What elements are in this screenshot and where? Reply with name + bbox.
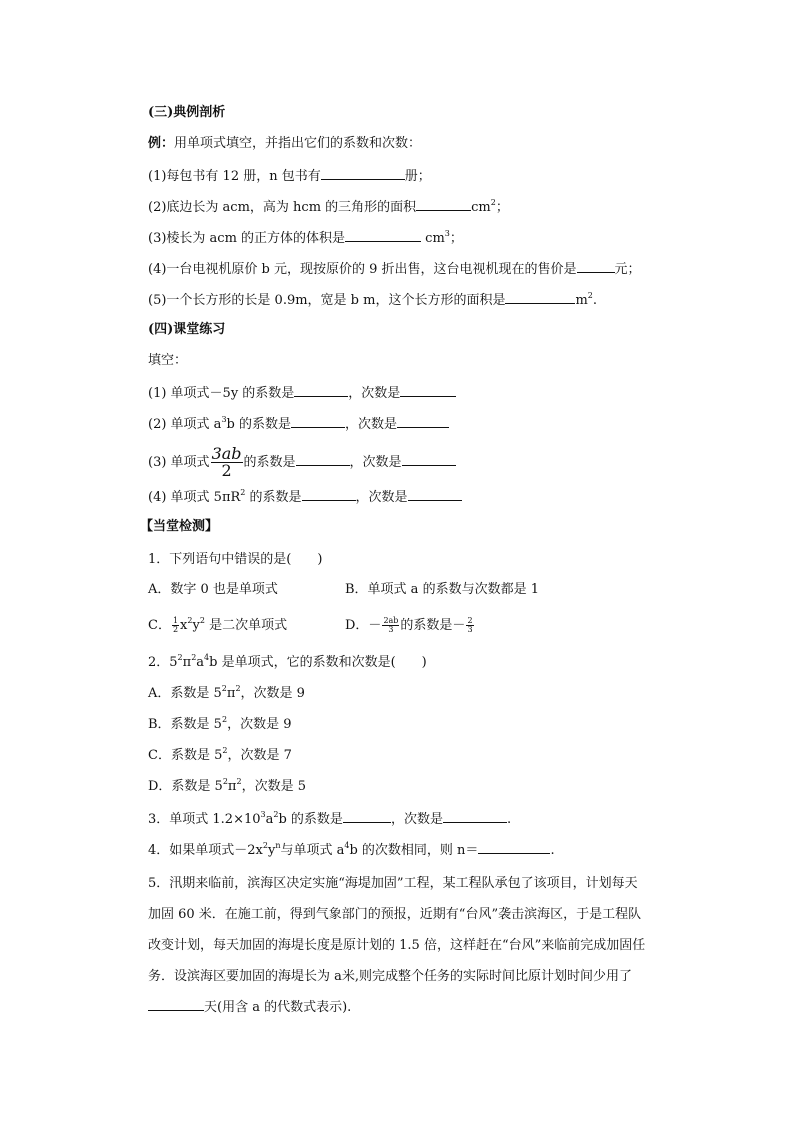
- example-item-1: (1)每包书有 12 册，n 包书有 册；: [148, 165, 431, 187]
- fill-label: 填空：: [148, 353, 188, 368]
- practice-q1: (1) 单项式－5y 的系数是 ，次数是: [148, 382, 456, 404]
- check-q3: 3．单项式 $1.2\times 10^3a^2b$ 的系数是 ，次数是 .: [148, 810, 512, 827]
- practice-q2: (2) 单项式 $a^3b$ 的系数是 ，次数是: [148, 413, 449, 435]
- example-item-4: (4)一台电视机原价 b 元，现按原价的 9 折出售，这台电视机现在的售价是 元；: [148, 258, 641, 280]
- answer-blank[interactable]: [294, 382, 348, 397]
- example-item-2: (2)底边长为 acm，高为 hcm 的三角形的面积 $cm^2$；: [148, 198, 509, 215]
- check-q2-option-a: A．系数是 $5^2\pi^2$，次数是 9: [148, 684, 305, 701]
- check-q1-stem: 1．下列语句中错误的是( ): [148, 552, 323, 567]
- answer-blank[interactable]: [577, 258, 615, 273]
- answer-blank[interactable]: [345, 227, 421, 242]
- answer-blank[interactable]: [148, 996, 204, 1011]
- example-item-3: (3)棱长为 acm 的正方体的体积是 $cm^3$；: [148, 229, 463, 246]
- practice-q3: (3) 单项式 $\frac{3ab}{2}$ 的系数是 ，次数是: [148, 446, 456, 479]
- check-q4: 4．如果单项式$-2x^2y^n$与单项式 $a^4b$ 的次数相同，则 n＝ .: [148, 841, 555, 858]
- example-line: [148, 134, 421, 154]
- answer-blank[interactable]: [296, 451, 350, 466]
- check-q1-option-d: D．－ $\frac{2ab}{3}$ 的系数是－ $\frac{2}{3}$: [345, 616, 473, 634]
- check-q5: 5．汛期来临前，滨海区决定实施“海堤加固”工程，某工程队承包了该项目，计划每天加固 60 米．在施工前，得到气象部门的预报，近期有“台风”袭击滨海区，于是工程队改变计划，每天加固的海堤长度是原计划的 1.5 倍，这样赶在“台风”来临前完成加固任务．设滨海区要加固的海堤长为 a米,则完成整个任务的实际时间比原计划时间少用了天(用含 a 的代数式表示).: [148, 876, 646, 1015]
- answer-blank[interactable]: [402, 451, 456, 466]
- check-q1-option-b: B．单项式 a 的系数与次数都是 1: [345, 582, 539, 597]
- fraction-2-over-3: $\frac{2}{3}$: [467, 616, 473, 634]
- example-text: 用单项式填空，并指出它们的系数和次数：: [174, 136, 422, 151]
- check-q2-stem: 2．$5^2\pi^2a^4b$ 是单项式，它的系数和次数是( ): [148, 653, 427, 670]
- answer-blank[interactable]: [397, 413, 449, 428]
- answer-blank[interactable]: [505, 289, 575, 304]
- example-label: 例：: [148, 136, 175, 151]
- fraction-3ab-over-2: $\frac{3ab}{2}$: [211, 444, 242, 480]
- answer-blank[interactable]: [416, 196, 471, 211]
- answer-blank[interactable]: [400, 382, 456, 397]
- practice-q4: (4) 单项式 $5\pi R^2$ 的系数是 ，次数是: [148, 486, 462, 508]
- check-q2-option-c: C．系数是 $5^2$，次数是 7: [148, 746, 292, 763]
- check-q2-option-d: D．系数是 $5^2\pi^2$，次数是 5: [148, 777, 306, 794]
- check-heading: 【当堂检测】: [140, 519, 219, 534]
- answer-blank[interactable]: [343, 808, 391, 823]
- fraction-2ab-over-3: $\frac{2ab}{3}$: [383, 616, 399, 634]
- answer-blank[interactable]: [408, 486, 462, 501]
- answer-blank[interactable]: [478, 839, 550, 854]
- check-q1-option-a: A．数字 0 也是单项式: [148, 582, 278, 597]
- answer-blank[interactable]: [321, 165, 405, 180]
- answer-blank[interactable]: [443, 808, 507, 823]
- fraction-1-over-2: $\frac{1}{2}$: [172, 616, 179, 634]
- example-item-5: (5)一个长方形的长是 0.9m，宽是 b m，这个长方形的面积是 $m^2$.: [148, 291, 598, 308]
- section-heading-3: (三)典例剖析: [148, 105, 226, 120]
- section-heading-4: (四)课堂练习: [148, 322, 226, 337]
- check-q1-option-c: C． $\frac{1}{2}$ $x^2y^2$ 是二次单项式: [148, 616, 288, 634]
- check-q2-option-b: B．系数是 $5^2$，次数是 9: [148, 715, 292, 732]
- answer-blank[interactable]: [302, 486, 356, 501]
- answer-blank[interactable]: [291, 413, 345, 428]
